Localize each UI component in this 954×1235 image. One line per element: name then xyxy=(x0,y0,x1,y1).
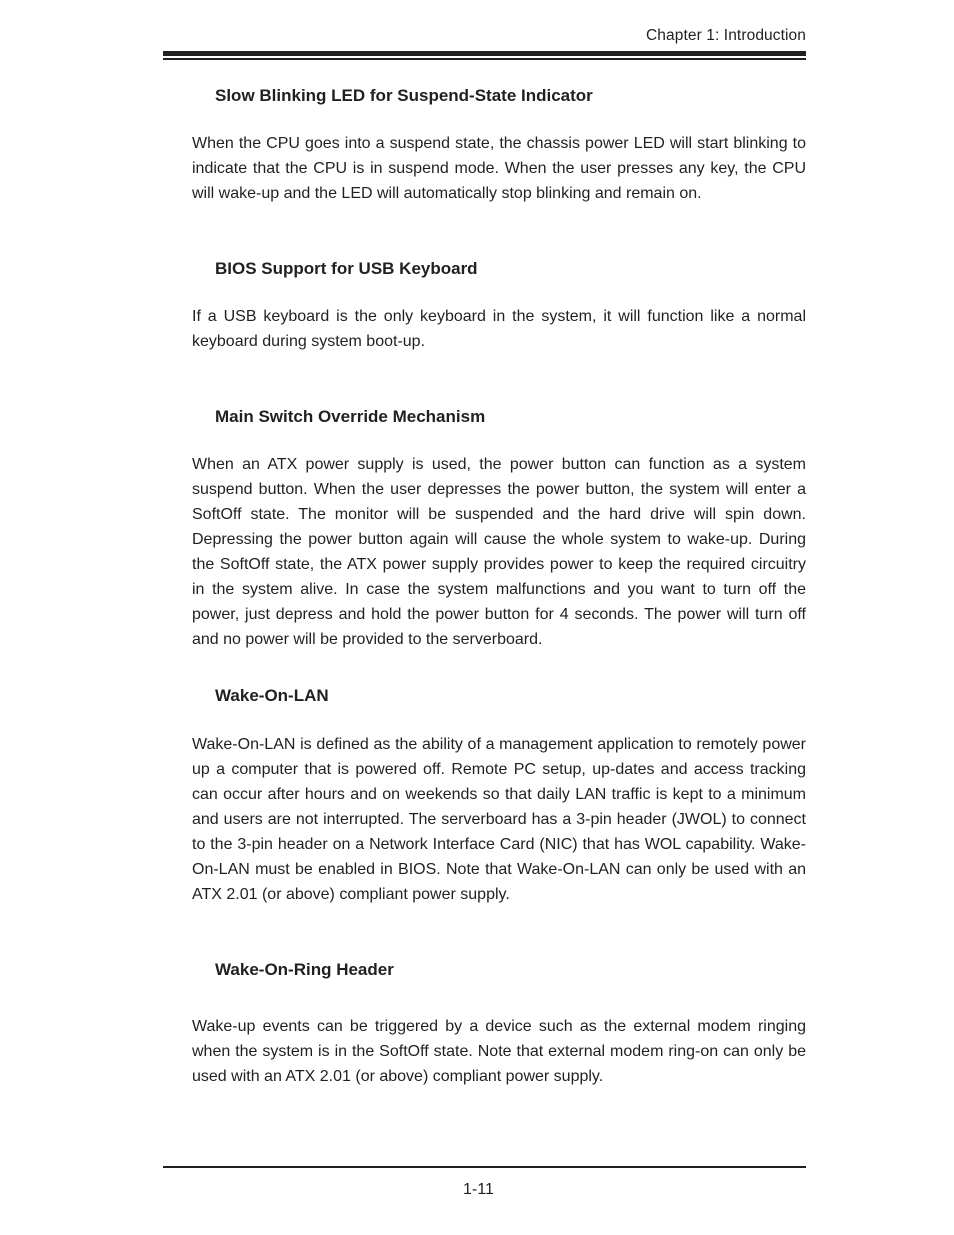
page-number: 1-11 xyxy=(463,1181,494,1198)
section-heading-usb-keyboard: BIOS Support for USB Keyboard xyxy=(215,259,478,278)
chapter-header: Chapter 1: Introduction xyxy=(646,27,806,44)
section-heading-wake-on-ring: Wake-On-Ring Header xyxy=(215,960,394,979)
section-heading-main-switch-override: Main Switch Override Mechanism xyxy=(215,407,486,426)
section-body-wake-on-ring: Wake-up events can be triggered by a device such as the external modem ringing when the system is in the SoftOff state. Note that external modem ring-on can only be used with an ATX 2.01 (or above) compliant power supply. xyxy=(192,1018,806,1085)
header-rule-thick xyxy=(163,51,806,56)
section-body-slow-blinking-led: When the CPU goes into a suspend state, the chassis power LED will start blinking to indicate that the CPU is in suspend mode. When the user presses any key, the CPU will wake-up and the LED will automatically stop blinking and remain on. xyxy=(192,135,806,202)
section-heading-wake-on-lan: Wake-On-LAN xyxy=(215,686,329,705)
footer-rule xyxy=(163,1166,806,1168)
section-heading-slow-blinking-led: Slow Blinking LED for Suspend-State Indicator xyxy=(215,86,593,105)
section-body-usb-keyboard: If a USB keyboard is the only keyboard in the system, it will function like a normal keyboard during system boot-up. xyxy=(192,308,806,350)
section-body-main-switch-override: When an ATX power supply is used, the power button can function as a system suspend button. When the user depresses the power button, the system will enter a SoftOff state. The monitor will be suspended and the hard drive will spin down. Depressing the power button again will cause the whole system to wake-up. During the SoftOff state, the ATX power supply provides power to keep the required circuitry in the system alive. In case the system malfunctions and you want to turn off the power, just depress and hold the power button for 4 seconds. The power will turn off and no power will be provided to the serverboard. xyxy=(192,456,806,648)
section-body-wake-on-lan: Wake-On-LAN is defined as the ability of a management application to remotely power up a computer that is powered off. Remote PC setup, up-dates and access tracking can occur after hours and on weekends so that daily LAN traffic is kept to a minimum and users are not interrupted. The serverboard has a 3-pin header (JWOL) to connect to the 3-pin header on a Network Interface Card (NIC) that has WOL capability. Wake-On-LAN must be enabled in BIOS. Note that Wake-On-LAN can only be used with an ATX 2.01 (or above) compliant power supply. xyxy=(192,736,806,903)
header-rule-thin xyxy=(163,58,806,60)
